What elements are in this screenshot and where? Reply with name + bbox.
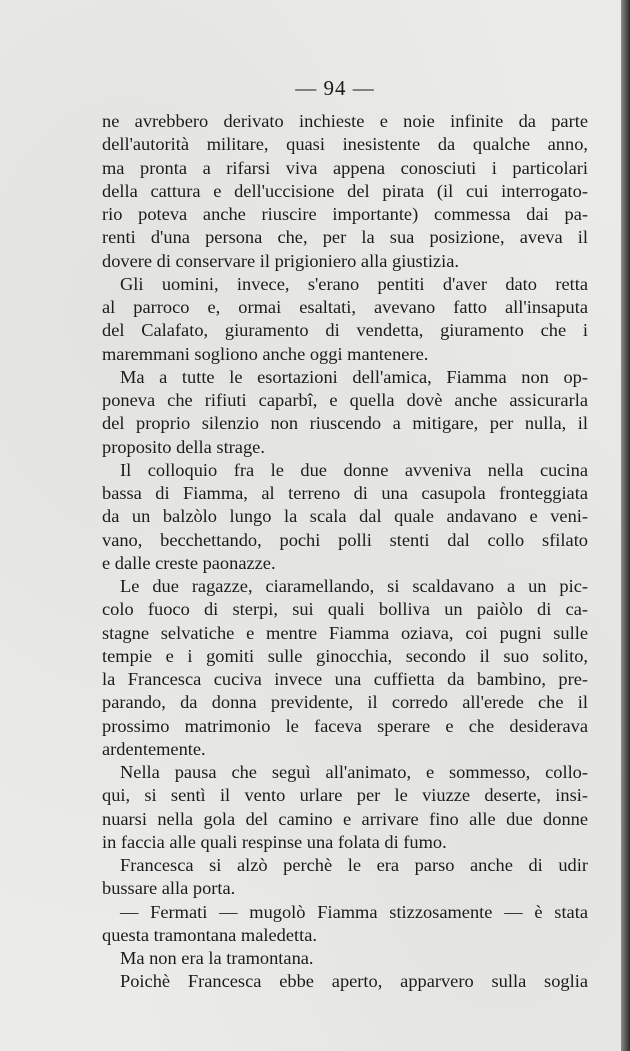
text-line: bussare alla porta. <box>102 878 236 899</box>
text-line: rio poteva anche riuscire importante) commessa dai pa- <box>102 204 588 224</box>
text-line: ma pronta a rifarsi viva appena conosciuti i particolari <box>102 157 588 178</box>
text-line: e dalle creste paonazze. <box>102 552 276 573</box>
body-text <box>102 110 588 994</box>
text-line: stagne selvatiche e mentre Fiamma oziava, coi pugni sulle <box>102 622 588 643</box>
text-line: parando, da donna previdente, il corredo all'erede che il <box>102 692 588 713</box>
text-line: Ma a tutte le esortazioni dell'amica, Fiamma non op- <box>120 366 588 387</box>
page-number: — 94 — <box>295 76 375 100</box>
text-line: colo fuoco di sterpi, sui quali bolliva un paiòlo di ca- <box>102 599 588 620</box>
text-line: ne avrebbero derivato inchieste e noie infinite da parte <box>102 111 588 131</box>
text-line: dell'autorità militare, quasi inesistente da qualche anno, <box>102 134 588 155</box>
text-line: — Fermati — mugolò Fiamma stizzosamente — è stata <box>120 901 588 922</box>
text-line: in faccia alle quali respinse una folata di fumo. <box>102 831 447 852</box>
text-line: tempie e i gomiti sulle ginocchia, secondo il suo solito, <box>102 645 588 666</box>
text-line: Nella pausa che seguì all'animato, e sommesso, collo- <box>120 762 588 782</box>
text-line: della cattura e dell'uccisione del pirata (il cui interrogato- <box>102 180 588 201</box>
text-line: al parroco e, ormai esaltati, avevano fatto all'insaputa <box>102 297 588 317</box>
text-line: del proprio silenzio non riuscendo a mitigare, per nulla, il <box>102 413 588 434</box>
text-line: nuarsi nella gola del camino e arrivare fino alle due donne <box>102 808 588 829</box>
text-line: renti d'una persona che, per la sua posizione, aveva il <box>102 227 588 248</box>
text-line: maremmani sogliono anche oggi mantenere. <box>102 343 429 364</box>
text-line: prossimo matrimonio le faceva sperare e che desiderava <box>102 715 588 736</box>
text-line: la Francesca cuciva invece una cuffietta da bambino, pre- <box>102 669 588 689</box>
text-line: Gli uomini, invece, s'erano pentiti d'aver dato retta <box>120 273 588 294</box>
text-line: Il colloquio fra le due donne avveniva nella cucina <box>120 459 588 480</box>
text-line: questa tramontana maledetta. <box>102 924 317 945</box>
text-line: Ma non era la tramontana. <box>120 948 314 968</box>
text-line: poneva che rifiuti caparbî, e quella dovè anche assicurarla <box>102 390 588 410</box>
text-line: ardentemente. <box>102 738 206 759</box>
text-line: da un balzòlo lungo la scala dal quale andavano e veni- <box>102 506 588 527</box>
text-line: bassa di Fiamma, al terreno di una casupola fronteggiata <box>102 483 588 503</box>
text-line: Poichè Francesca ebbe aperto, apparvero sulla soglia <box>120 971 588 992</box>
page-edge-shadow <box>621 0 630 1051</box>
text-line: Le due ragazze, ciaramellando, si scaldavano a un pic- <box>120 576 588 596</box>
text-line: proposito della strage. <box>102 436 265 457</box>
text-line: qui, si sentì il vento urlare per le viuzze deserte, insi- <box>102 785 588 806</box>
text-line: del Calafato, giuramento di vendetta, giuramento che i <box>102 320 588 341</box>
text-line: vano, becchettando, pochi polli stenti dal collo sfilato <box>102 529 588 550</box>
text-line: Francesca si alzò perchè le era parso anche di udir <box>120 855 588 875</box>
text-line: dovere di conservare il prigioniero alla giustizia. <box>102 250 459 271</box>
